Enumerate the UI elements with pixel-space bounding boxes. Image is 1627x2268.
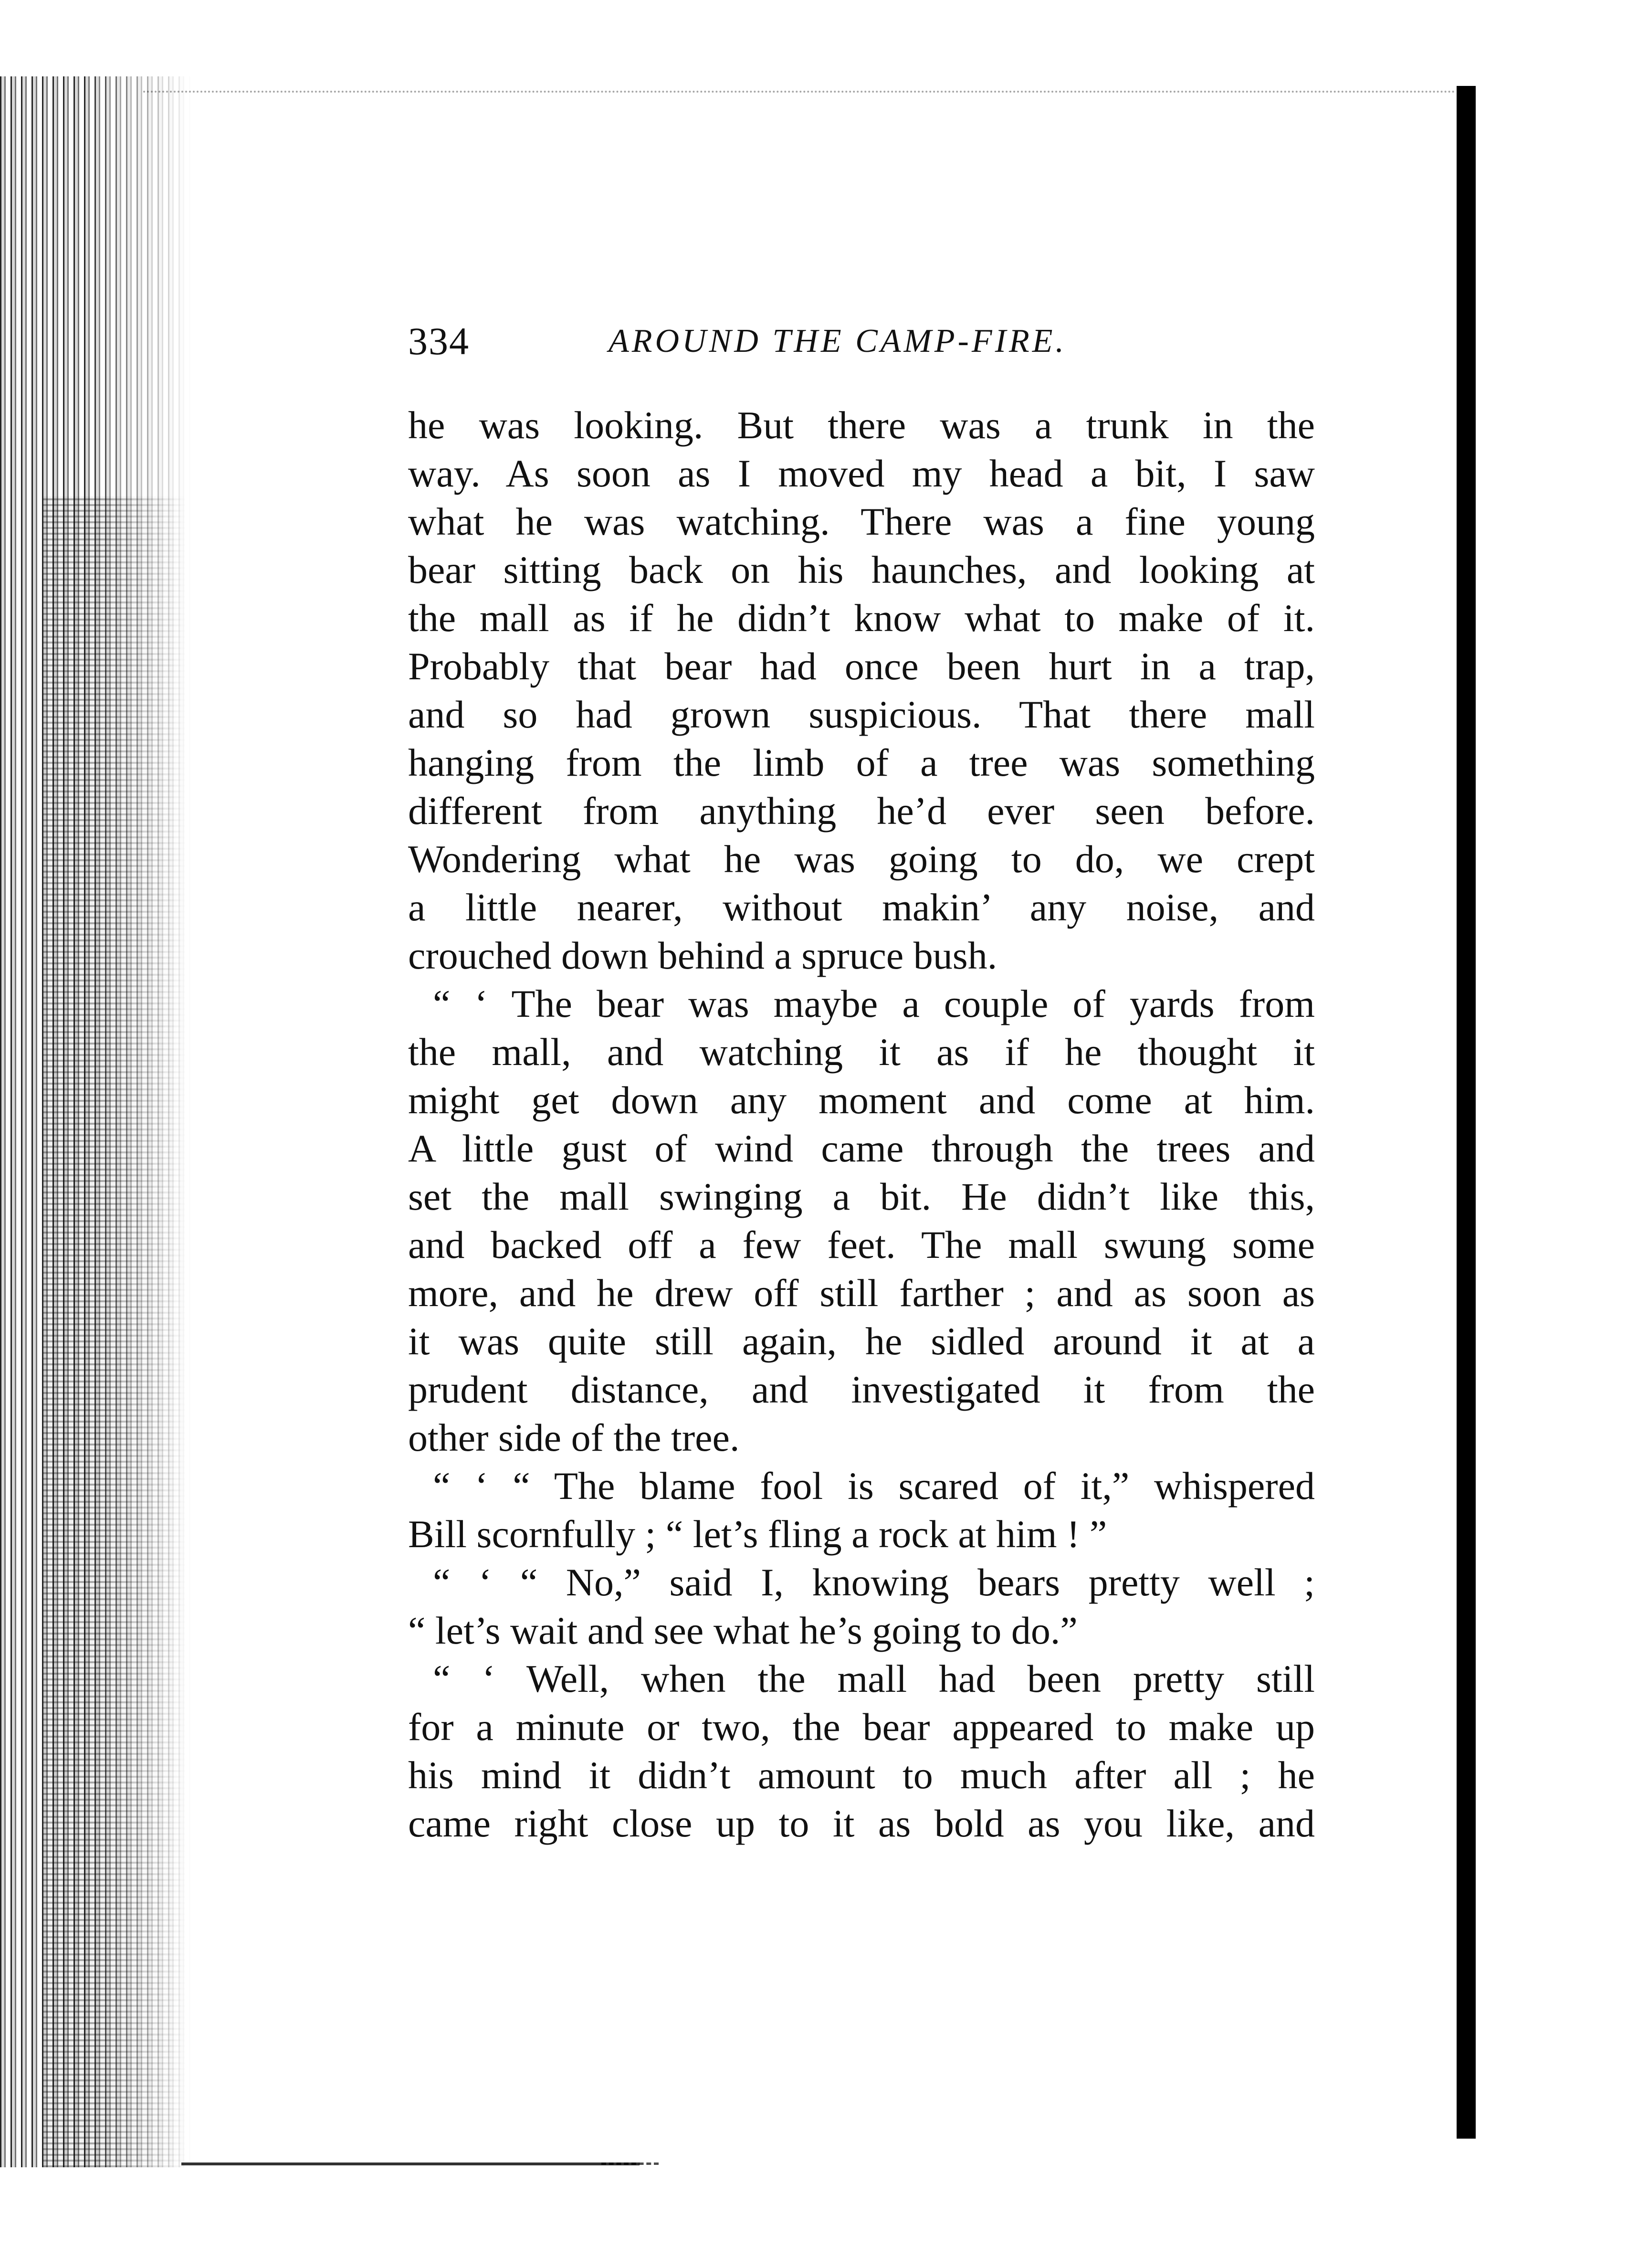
text-line: way. As soon as I moved my head a bit, I saw bbox=[408, 452, 1315, 495]
page-number: 334 bbox=[408, 319, 470, 363]
text-line: what he was watching. There was a fine young bbox=[408, 500, 1315, 543]
text-line: set the mall swinging a bit. He didn’t like this, bbox=[408, 1175, 1315, 1218]
scan-right-border bbox=[1457, 86, 1476, 2139]
text-line: the mall as if he didn’t know what to make of it. bbox=[408, 596, 1315, 640]
text-line: “ ‘ Well, when the mall had been pretty still bbox=[433, 1657, 1315, 1700]
text-line: the mall, and watching it as if he thought it bbox=[408, 1030, 1315, 1074]
text-line: bear sitting back on his haunches, and looking at bbox=[408, 548, 1315, 591]
text-line: and backed off a few feet. The mall swung some bbox=[408, 1223, 1315, 1266]
text-line: Bill scornfully ; “ let’s fling a rock at him ! ” bbox=[408, 1512, 1107, 1556]
page-header bbox=[408, 315, 1315, 372]
text-line: “ ‘ “ No,” said I, knowing bears pretty well ; bbox=[433, 1561, 1315, 1604]
binding-shadow bbox=[43, 496, 186, 2167]
text-line: for a minute or two, the bear appeared to make up bbox=[408, 1705, 1315, 1749]
running-title: AROUND THE CAMP-FIRE. bbox=[609, 323, 1067, 359]
text-line: his mind it didn’t amount to much after all ; he bbox=[408, 1753, 1315, 1797]
text-line: and so had grown suspicious. That there mall bbox=[408, 693, 1315, 736]
text-line: Probably that bear had once been hurt in a trap, bbox=[408, 644, 1315, 688]
text-line: hanging from the limb of a tree was something bbox=[408, 741, 1315, 784]
text-line: came right close up to it as bold as you like, and bbox=[408, 1802, 1315, 1845]
page-top-edge bbox=[143, 91, 1456, 93]
text-line: he was looking. But there was a trunk in the bbox=[408, 403, 1315, 447]
text-line: A little gust of wind came through the trees and bbox=[408, 1127, 1315, 1170]
text-line: crouched down behind a spruce bush. bbox=[408, 934, 997, 977]
text-line: prudent distance, and investigated it from the bbox=[408, 1368, 1315, 1411]
body-text bbox=[408, 401, 1315, 1847]
text-line: Wondering what he was going to do, we crept bbox=[408, 837, 1315, 881]
text-line: other side of the tree. bbox=[408, 1416, 740, 1459]
page-bottom-edge-dash bbox=[601, 2163, 659, 2165]
text-line: “ ‘ “ The blame fool is scared of it,” whispered bbox=[433, 1464, 1315, 1508]
text-line: “ ‘ The bear was maybe a couple of yards from bbox=[433, 982, 1315, 1025]
text-line: it was quite still again, he sidled around it at a bbox=[408, 1319, 1315, 1363]
page-bottom-edge bbox=[181, 2163, 640, 2165]
text-line: a little nearer, without makin’ any noise, and bbox=[408, 886, 1315, 929]
text-line: might get down any moment and come at him. bbox=[408, 1078, 1315, 1122]
text-line: more, and he drew off still farther ; and as soon as bbox=[408, 1271, 1315, 1315]
text-line: different from anything he’d ever seen before. bbox=[408, 789, 1315, 833]
text-line: “ let’s wait and see what he’s going to do.” bbox=[408, 1609, 1078, 1652]
